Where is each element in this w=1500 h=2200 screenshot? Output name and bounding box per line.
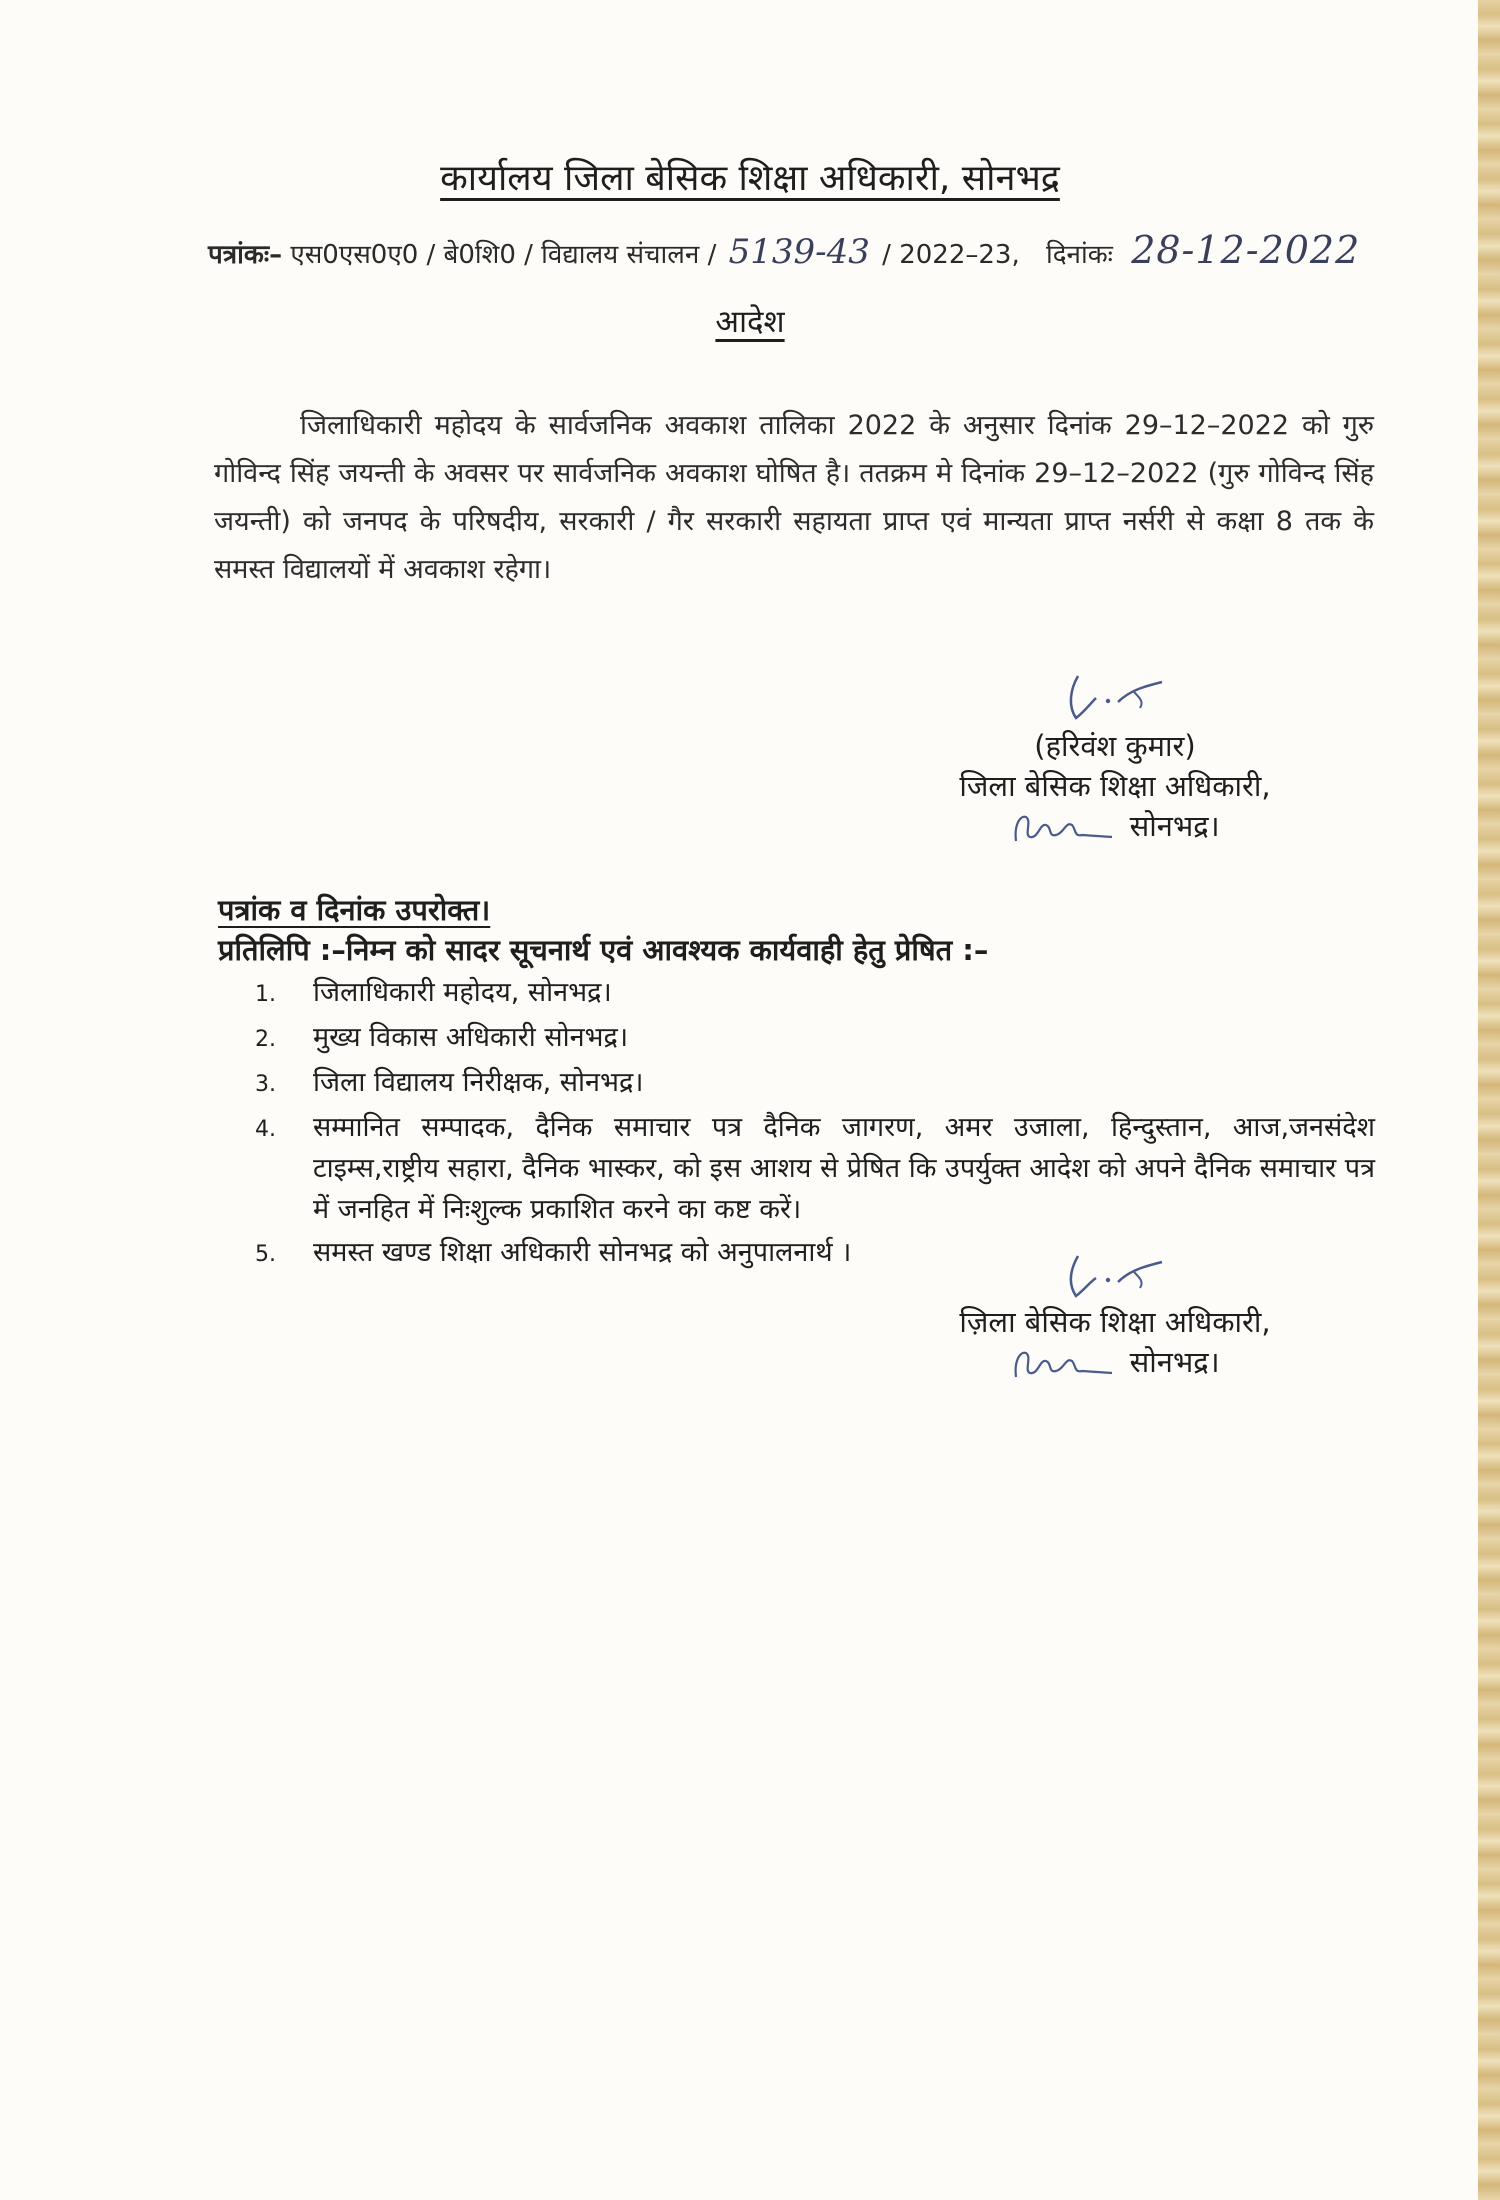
signatory-designation: जिला बेसिक शिक्षा अधिकारी,	[959, 769, 1271, 803]
list-item: 5. समस्त खण्ड शिक्षा अधिकारी सोनभद्र को अनुपालनार्थ ।	[255, 1237, 852, 1268]
recipient-list	[255, 972, 1375, 1277]
list-item: 3. जिला विद्यालय निरीक्षक, सोनभद्र।	[255, 1067, 644, 1098]
copy-reference-line: पत्रांक व दिनांक उपरोक्त।	[218, 893, 491, 927]
signatory-designation: ज़िला बेसिक शिक्षा अधिकारी,	[959, 1305, 1271, 1339]
initials-mark-icon	[1050, 668, 1180, 726]
signatory-name: (हरिवंश कुमार)	[1034, 729, 1196, 763]
copy-intro: प्रतिलिपि :–निम्न को सादर सूचनार्थ एवं आवश्यक कार्यवाही हेतु प्रेषित :–	[218, 933, 989, 967]
office-title: कार्यालय जिला बेसिक शिक्षा अधिकारी, सोनभद्र	[440, 158, 1060, 199]
ref-text: एस0एस0ए0 / बे0शि0 / विद्यालय संचालन /	[290, 240, 717, 270]
list-item: 4. सम्मानित सम्पादक, दैनिक समाचार पत्र दैनिक जागरण, अमर उजाला, हिन्दुस्तान, आज,जनसंदेश टाइम्स,राष्ट्रीय सहारा, दैनिक भास्कर, को इस आशय से प्रेषित कि उपर्युक्त आदेश को अपने दैनिक समाचार पत्र में जनहित में निःशुल्क प्रकाशित करने का कष्ट करें।	[255, 1112, 1376, 1225]
order-heading: आदेश	[715, 304, 785, 340]
signatory-location: सोनभद्र।	[1129, 809, 1220, 843]
signatory-location: सोनभद्र।	[1129, 1345, 1220, 1379]
signature-icon	[1010, 811, 1120, 845]
ref-label: पत्रांकः–	[208, 240, 283, 270]
list-item: 1. जिलाधिकारी महोदय, सोनभद्र।	[255, 977, 612, 1008]
date-label: दिनांकः	[1045, 240, 1113, 270]
list-item: 2. मुख्य विकास अधिकारी सोनभद्र।	[255, 1022, 629, 1053]
signature-block-2	[935, 1252, 1295, 1382]
signature-block-1	[935, 668, 1295, 846]
signature-icon	[1010, 1347, 1120, 1381]
signatory-location-row	[935, 1342, 1295, 1382]
reference-line	[208, 228, 1360, 272]
ref-year: / 2022–23,	[882, 240, 1020, 270]
initials-mark-icon	[1050, 1252, 1180, 1302]
ref-number-handwritten: 5139-43	[728, 232, 870, 272]
order-body: जिलाधिकारी महोदय के सार्वजनिक अवकाश तालिका 2022 के अनुसार दिनांक 29–12–2022 को गुरु गोविन्द सिंह जयन्ती के अवसर पर सार्वजनिक अवकाश घोषित है। ततक्रम मे दिनांक 29–12–2022 (गुरु गोविन्द सिंह जयन्ती) को जनपद के परिषदीय, सरकारी / गैर सरकारी सहायता प्राप्त एवं मान्यता प्राप्त नर्सरी से कक्षा 8 तक के समस्त विद्यालयों में अवकाश रहेगा।	[214, 410, 1374, 585]
signatory-location-row	[935, 806, 1295, 846]
date-handwritten: 28-12-2022	[1131, 228, 1361, 272]
